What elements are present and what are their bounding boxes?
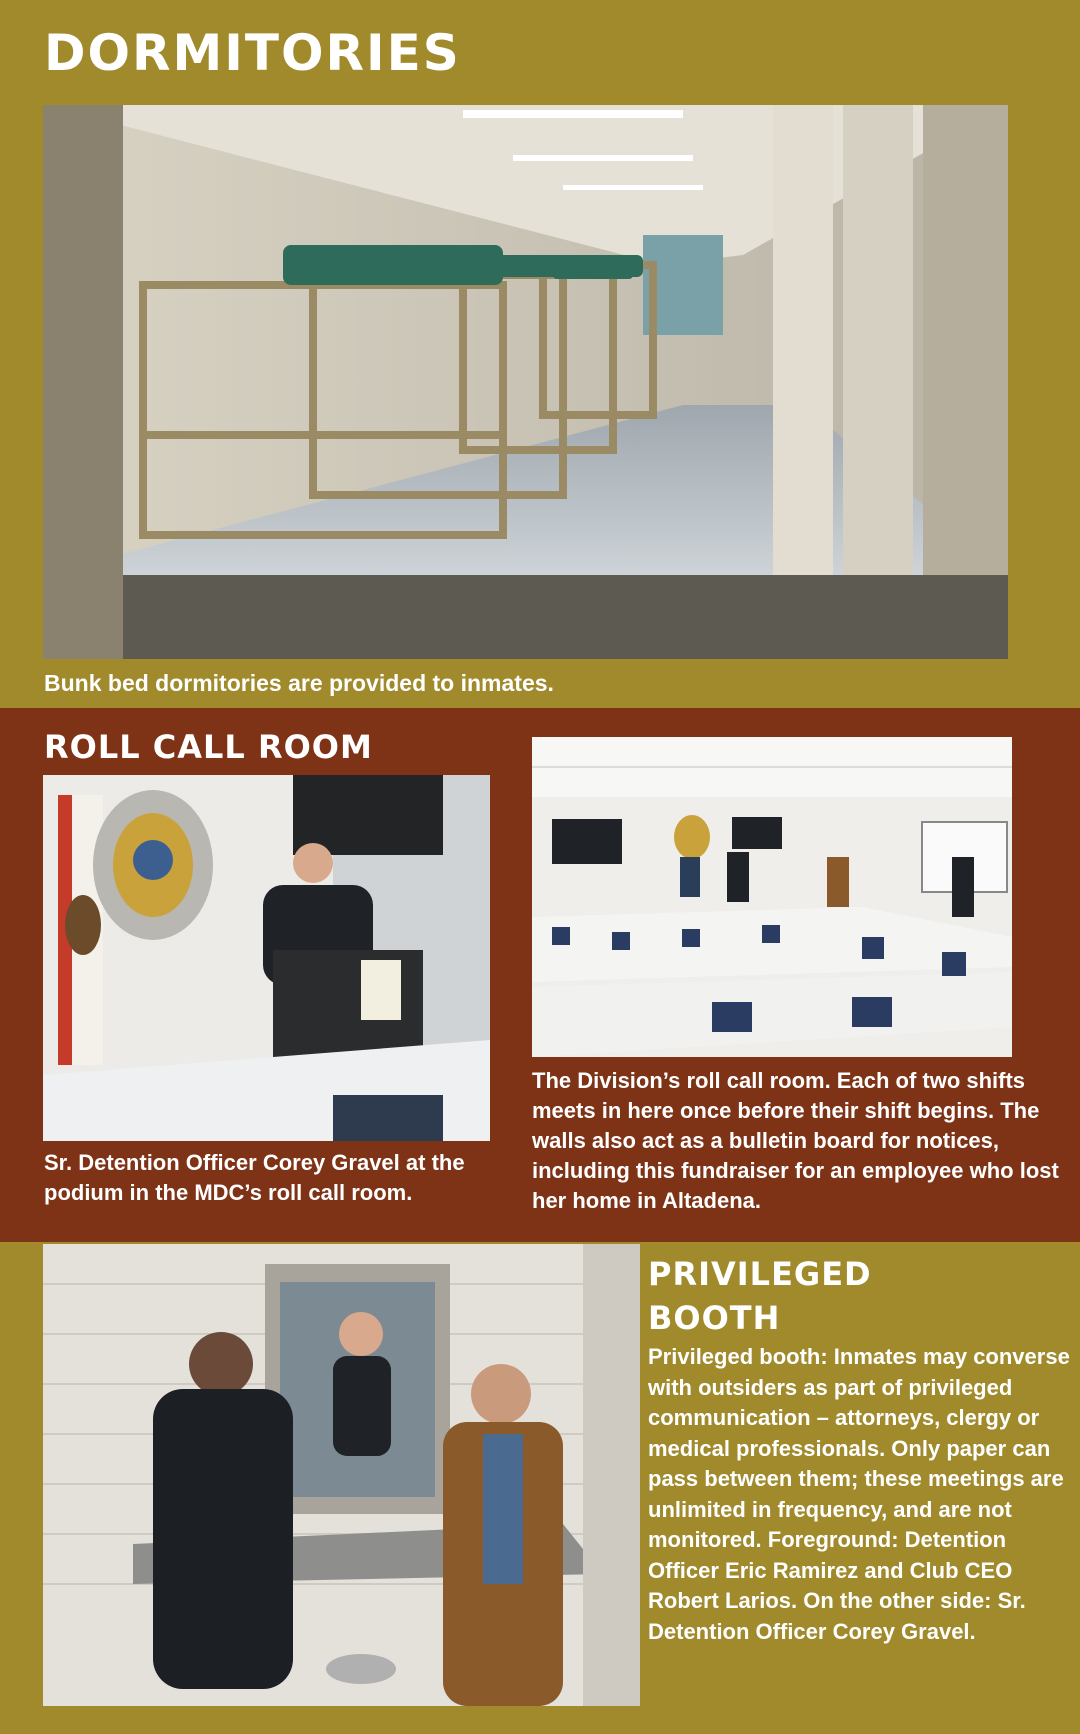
podium-photo-caption: Sr. Detention Officer Corey Gravel at the podium in the MDC’s roll call room. — [44, 1150, 465, 1205]
dormitories-heading: DORMITORIES — [44, 24, 461, 82]
roll-call-heading: ROLL CALL ROOM — [44, 728, 373, 766]
privileged-booth-photo — [43, 1244, 640, 1706]
dormitories-caption: Bunk bed dormitories are provided to inmates. — [44, 670, 554, 696]
roll-call-room-photo — [532, 737, 1012, 1057]
privileged-booth-caption: Privileged booth: Inmates may converse with outsiders as part of privileged communication – attorneys, clergy or medical professionals. Only paper can pass between them; these meetings are unlimited in frequency, and are not monitored. Foreground: Detention Officer Eric Ramirez and Club CEO Robert Larios. On the other side: Sr. Detention Officer Corey Gravel. — [648, 1344, 1070, 1644]
roll-call-room-caption: The Division’s roll call room. Each of two shifts meets in here once before their shift begins. The walls also act as a bulletin board for notices, including this fundraiser for an employee who lost her home in Altadena. — [532, 1068, 1059, 1213]
dormitory-bunk-beds-photo — [43, 105, 1008, 659]
officer-at-podium-photo — [43, 775, 490, 1141]
privileged-booth-heading: PRIVILEGED BOOTH — [648, 1255, 872, 1337]
